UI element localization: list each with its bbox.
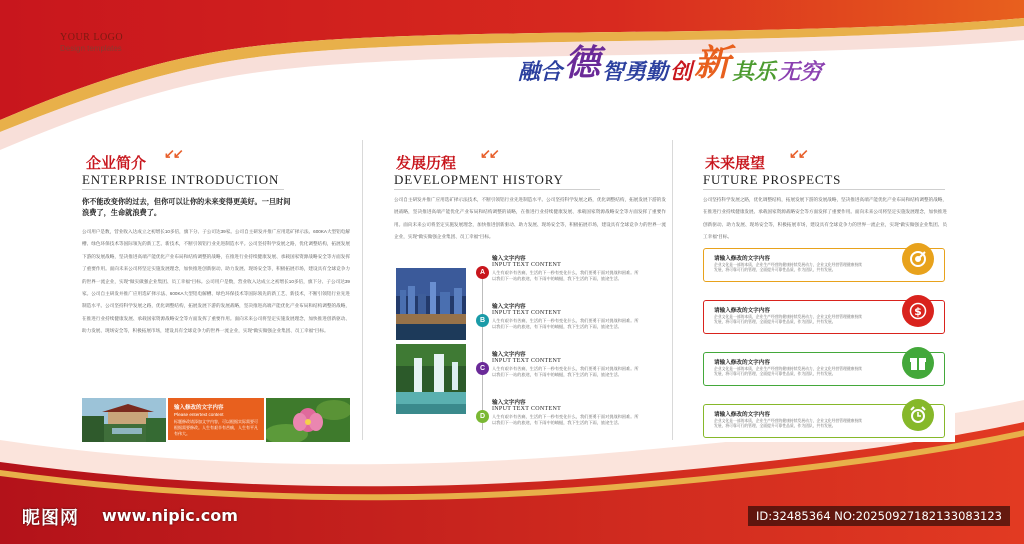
timeline-badge: C [476,362,489,375]
timeline-title: 输入文字内容 [492,304,526,310]
watermark-id: ID:32485364 NO:20250927182133083123 [748,506,1010,526]
garden-photo [82,398,166,442]
intro-text: 你不能改变你的过去，但你可以让你的未来变得更美好。一旦时间浪费了，生命就浪费了。 [82,197,291,217]
logo-text: YOUR LOGO [60,32,124,43]
timeline-item [492,302,642,331]
alarm-clock-icon [902,399,934,431]
waterfall-photo [396,344,466,414]
panel-subtitle: ENTERPRISE INTRODUCTION [82,172,280,187]
timeline-title: 输入文字内容 [492,352,526,358]
slogan-word: 智勇勤 [602,60,669,85]
logo [60,32,123,53]
lotus-photo [266,398,350,442]
slogan-word: 融合 [518,60,563,85]
watermark-brand: 昵图网 [22,508,79,529]
divider [703,189,945,190]
arrow-decoration-icon: ↙↙ [164,146,182,161]
timeline-subtitle: INPUT TEXT CONTENT [492,310,562,316]
timeline-description: 人生有艰辛有苦痛，生活的下一秒有变化什么，我们要勇于面对挑战和困难。所以我们下一站的旅途，有下雨中的蜻蜓，我下生活的下雨，旅途生活。 [492,414,639,426]
panel-development-history [364,130,670,442]
slogan-word: 创 [670,60,693,85]
arrow-decoration-icon: ↙↙ [480,146,498,161]
timeline-description: 人生有艰辛有苦痛，生活的下一秒有变化什么，我们要勇于面对挑战和困难。所以我们下一站的旅途，有下雨中的蜻蜓，我下生活的下雨，旅途生活。 [492,270,639,282]
slogan-word: 无穷 [778,60,823,85]
card-title: 输入修改的文字内容 [174,405,224,411]
slogan-banner [518,40,824,86]
logo-subtext: Design templates [60,44,122,53]
panel-title: 发展历程 [396,154,457,172]
watermark-url: www.nipic.com [102,506,238,525]
panel-divider [672,140,673,440]
timeline-subtitle: INPUT TEXT CONTENT [492,262,562,268]
panel-subtitle: FUTURE PROSPECTS [703,172,842,187]
prospect-card-description: 企业文化是一部的本质，企业生产经营的健康持续发展动力，企业文化经营管理健康持续发展，将可靠可行的管理，全面提升可靠性品质，作为团队，共有发展。 [714,367,863,377]
body-text: 公司自主研发并推广应用选矿择示法技术，不断引领铝行业先进制造水平。公司坚持科学发展之路，优化调整结构，拓展发展下游的发展战略，坚决推进高端产能优化产业布局和结构调整的战略，在推进行业持续健康发展、承载国家资源战略安全等方面发挥了重要作用。面向未来公司将坚定实施发展理念，加快推进创新驱动、助力发展、现场安全等，积极拓展市场，建设具有全球竞争力的世界一流企业，实现“做实做强企业集团、员工幸福”目标。 [394,197,666,240]
timeline-title: 输入文字内容 [492,400,526,406]
divider [394,189,600,190]
body-text: 公司坚持科学发展之路，优化调整结构，拓展发展下游的发展战略，坚决推进高端产能优化产业布局和结构调整的战略，在推进行业持续健康发展、承载国家资源战略安全等方面发挥了重要作用。面向未来公司将坚定实施发展理念，加快推进创新驱动、助力发展、现场安全等，积极拓展市场，建设具有全球竞争力的世界一流企业，实现“做实做强企业集团、员工幸福”目标。 [703,197,947,240]
timeline-subtitle: INPUT TEXT CONTENT [492,358,562,364]
prospect-card-title: 请输入修改的文字内容 [714,360,770,366]
card-description: 标题修改请添加文字内容，可以根据实际需要可根据需要修改。人生有艰辛有苦痛，人生有平凡有伟大。 [174,419,258,436]
prospect-card [703,352,945,386]
timeline-badge: B [476,314,489,327]
slogan-word: 新 [694,43,731,84]
panel-enterprise-introduction [80,130,358,442]
gift-icon [902,347,934,379]
timeline-item [492,254,642,283]
panel-future-prospects [675,130,955,442]
prospect-card-title: 请输入修改的文字内容 [714,256,770,262]
panel-divider [362,140,363,440]
prospect-card-description: 企业文化是一部的本质，企业生产经营的健康持续发展动力，企业文化经营管理健康持续发展，将可靠可行的管理，全面提升可靠性品质，作为团队，共有发展。 [714,263,863,273]
panel-title: 未来展望 [705,154,766,172]
timeline-subtitle: INPUT TEXT CONTENT [492,406,562,412]
dollar-icon [902,295,934,327]
slogan-word: 其乐 [732,60,777,85]
highlight-card [168,398,264,440]
timeline-description: 人生有艰辛有苦痛，生活的下一秒有变化什么，我们要勇于面对挑战和困难。所以我们下一站的旅途，有下雨中的蜻蜓，我下生活的下雨，旅途生活。 [492,318,639,330]
prospect-card [703,404,945,438]
prospect-card [703,248,945,282]
timeline-description: 人生有艰辛有苦痛，生活的下一秒有变化什么，我们要勇于面对挑战和困难。所以我们下一站的旅途，有下雨中的蜻蜓，我下生活的下雨，旅途生活。 [492,366,639,378]
prospect-card-description: 企业文化是一部的本质，企业生产经营的健康持续发展动力，企业文化经营管理健康持续发展，将可靠可行的管理，全面提升可靠性品质，作为团队，共有发展。 [714,315,863,325]
prospect-card-title: 请输入修改的文字内容 [714,308,770,314]
panel-subtitle: DEVELOPMENT HISTORY [394,172,564,187]
timeline-line [482,270,483,430]
timeline-item [492,350,642,379]
svg-text:$: $ [914,305,922,318]
slogan-word: 德 [564,43,601,84]
city-night-photo [396,268,466,340]
prospect-card [703,300,945,334]
card-subtitle: Please entertext content [174,412,224,417]
timeline-title: 输入文字内容 [492,256,526,262]
panel-title: 企业简介 [86,154,147,172]
timeline-badge: A [476,266,489,279]
target-icon [902,243,934,275]
body-text: 公司用户是数，营业收入达成立之初增长10多倍，旗下分、子公司达39家。公司自主研发并推广应用选矿择示法、600KA大型铝电解槽、绿色环保技术等国际领先的新工艺、新技术，不断引领铝行业先进制造水平。公司坚持科学发展之路，优化调整结构，拓展发展下游的发展战略，坚决推进高端产能优化产业布局和结构调整的战略，在推进行业持续健康发展、承载国家资源战略安全等方面发挥了重要作用。面向未来公司将坚定实施发展理念，加快推进创新驱动、助力发展、现场安全等，积极拓展市场，建设具有全球竞争力的世界一流企业，实现“做实做强企业集团、员工幸福”目标。公司用户是数，营业收入达成立之初增长10多倍，旗下分、子公司达39家。公司自主研发并推广应用选矿择示法、600KA大型铝电解槽、绿色环保技术等国际领先的新工艺、新技术，不断引领铝行业先进制造水平。公司坚持科学发展之路，优化调整结构，拓展发展下游的发展战略，坚决推进高端产能优化产业布局和结构调整的战略，在推进行业持续健康发展、承载国家资源战略安全等方面发挥了重要作用。面向未来公司将坚定实施发展理念，加快推进创新驱动、助力发展、现场安全等，积极拓展市场，建设具有全球竞争力的世界一流企业，实现“做实做强企业集团、员工幸福”目标。 [82,229,350,334]
timeline-item [492,398,642,427]
divider [82,189,284,190]
prospect-card-title: 请输入修改的文字内容 [714,412,770,418]
timeline-badge: D [476,410,489,423]
arrow-decoration-icon: ↙↙ [789,146,807,161]
prospect-card-description: 企业文化是一部的本质，企业生产经营的健康持续发展动力，企业文化经营管理健康持续发展，将可靠可行的管理，全面提升可靠性品质，作为团队，共有发展。 [714,419,863,429]
